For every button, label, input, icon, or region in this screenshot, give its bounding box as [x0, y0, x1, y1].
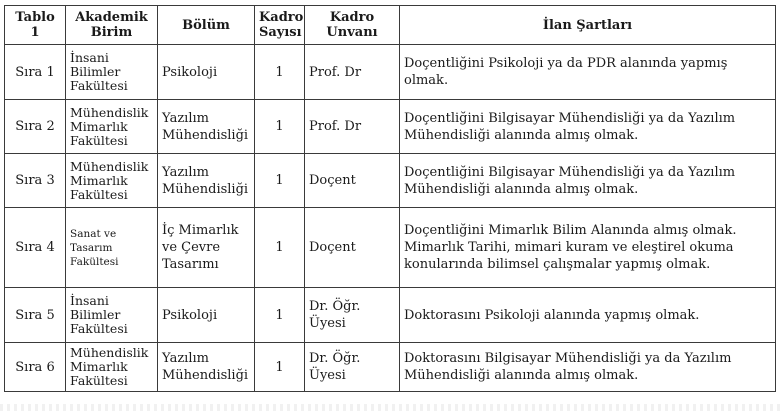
row-bolum: Yazılım Mühendisliği	[158, 343, 255, 392]
row-akademik-birim: İnsani Bilimler Fakültesi	[66, 288, 158, 343]
row-akademik-birim: İnsani Bilimler Fakültesi	[66, 45, 158, 100]
row-kadro-unvani: Dr. Öğr. Üyesi	[305, 288, 400, 343]
row-bolum: Yazılım Mühendisliği	[158, 154, 255, 208]
header-ilan-sartlari: İlan Şartları	[400, 6, 776, 45]
row-ilan-sartlari: Doktorasını Psikoloji alanında yapmış olmak.	[400, 288, 776, 343]
row-akademik-birim: Mühendislik Mimarlık Fakültesi	[66, 154, 158, 208]
row-kadro-unvani: Doçent	[305, 154, 400, 208]
row-sira: Sıra 2	[5, 100, 66, 154]
row-akademik-birim: Mühendislik Mimarlık Fakültesi	[66, 343, 158, 392]
row-kadro-unvani: Dr. Öğr. Üyesi	[305, 343, 400, 392]
scan-edge-noise	[0, 404, 784, 411]
row-kadro-sayisi: 1	[255, 45, 305, 100]
table-row	[5, 288, 776, 343]
table-row	[5, 154, 776, 208]
row-kadro-sayisi: 1	[255, 208, 305, 288]
row-sira: Sıra 4	[5, 208, 66, 288]
job-listing-table	[4, 5, 776, 392]
row-akademik-birim: Mühendislik Mimarlık Fakültesi	[66, 100, 158, 154]
row-ilan-sartlari: Doçentliğini Mimarlık Bilim Alanında almış olmak. Mimarlık Tarihi, mimari kuram ve eleştirel okuma konularında bilimsel çalışmalar yapmış olmak.	[400, 208, 776, 288]
header-tablo: Tablo 1	[5, 6, 66, 45]
row-bolum: İç Mimarlık ve Çevre Tasarımı	[158, 208, 255, 288]
table-row	[5, 208, 776, 288]
row-ilan-sartlari: Doktorasını Bilgisayar Mühendisliği ya da Yazılım Mühendisliği alanında almış olmak.	[400, 343, 776, 392]
table-header-row	[5, 6, 776, 45]
row-ilan-sartlari: Doçentliğini Bilgisayar Mühendisliği ya da Yazılım Mühendisliği alanında almış olmak.	[400, 154, 776, 208]
row-akademik-birim: Sanat ve Tasarım Fakültesi	[66, 208, 158, 288]
row-kadro-sayisi: 1	[255, 288, 305, 343]
row-kadro-sayisi: 1	[255, 100, 305, 154]
row-sira: Sıra 1	[5, 45, 66, 100]
row-kadro-sayisi: 1	[255, 154, 305, 208]
row-sira: Sıra 3	[5, 154, 66, 208]
row-bolum: Psikoloji	[158, 288, 255, 343]
row-sira: Sıra 6	[5, 343, 66, 392]
table-row	[5, 45, 776, 100]
header-akademik-birim: Akademik Birim	[66, 6, 158, 45]
row-kadro-sayisi: 1	[255, 343, 305, 392]
row-ilan-sartlari: Doçentliğini Bilgisayar Mühendisliği ya da Yazılım Mühendisliği alanında almış olmak.	[400, 100, 776, 154]
header-bolum: Bölüm	[158, 6, 255, 45]
row-bolum: Yazılım Mühendisliği	[158, 100, 255, 154]
header-kadro-unvani: Kadro Unvanı	[305, 6, 400, 45]
header-kadro-sayisi: Kadro Sayısı	[255, 6, 305, 45]
row-sira: Sıra 5	[5, 288, 66, 343]
row-kadro-unvani: Doçent	[305, 208, 400, 288]
row-ilan-sartlari: Doçentliğini Psikoloji ya da PDR alanında yapmış olmak.	[400, 45, 776, 100]
row-bolum: Psikoloji	[158, 45, 255, 100]
row-kadro-unvani: Prof. Dr	[305, 45, 400, 100]
row-kadro-unvani: Prof. Dr	[305, 100, 400, 154]
table-row	[5, 343, 776, 392]
table-row	[5, 100, 776, 154]
